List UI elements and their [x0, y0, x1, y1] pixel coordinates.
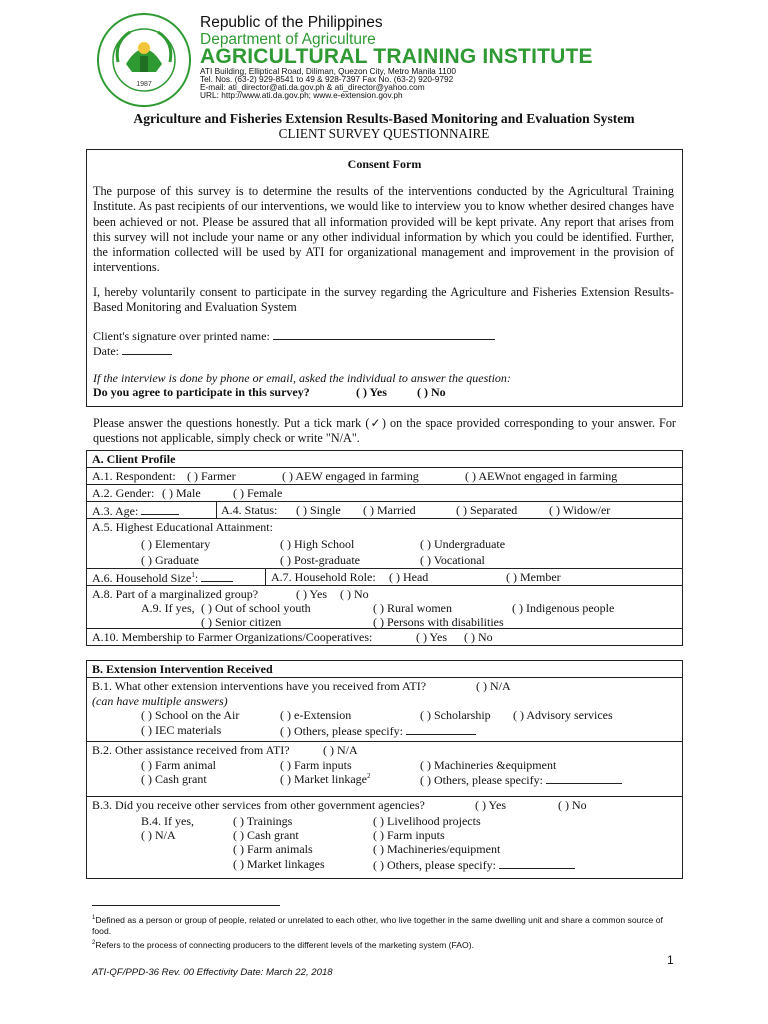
- form-code: ATI-QF/PPD-36 Rev. 00 Effectivity Date: March 22, 2018: [92, 967, 333, 978]
- footnote-2-mark: 2: [92, 940, 96, 946]
- consent-paragraph-2: I, hereby voluntarily consent to participate in the survey regarding the Agriculture and Fisheries Extension Results- Based Monitoring and Evaluation System: [93, 285, 674, 315]
- b4-machineries-option[interactable]: ( ) Machineries/equipment: [373, 842, 501, 856]
- b2-na-option[interactable]: ( ) N/A: [323, 743, 358, 757]
- a9-senior-citizen-option[interactable]: ( ) Senior citizen: [201, 615, 282, 629]
- a9-label: A.9. If yes,: [141, 601, 195, 615]
- b1-others-blank[interactable]: [406, 723, 476, 735]
- signature-blank[interactable]: [273, 328, 495, 340]
- b2-farm-animal-option[interactable]: ( ) Farm animal: [141, 758, 216, 772]
- document-title: Agriculture and Fisheries Extension Results-Based Monitoring and Evaluation System: [133, 111, 635, 126]
- a1-farmer-option[interactable]: ( ) Farmer: [187, 469, 236, 483]
- date-line[interactable]: [93, 343, 172, 359]
- footnote-1-mark: 1: [92, 915, 96, 921]
- header-url: URL: http://www.ati.da.gov.ph; www.e-extension.gov.ph: [200, 90, 403, 100]
- date-blank[interactable]: [122, 343, 172, 355]
- a7-label: A.7. Household Role:: [271, 570, 376, 584]
- a6-household-size[interactable]: A.6. Household Size$^1$:: [92, 570, 233, 586]
- a3-label: A.3. Age:: [92, 504, 139, 518]
- b4-trainings-option[interactable]: ( ) Trainings: [233, 814, 293, 828]
- b2-farm-inputs-option[interactable]: ( ) Farm inputs: [280, 758, 352, 772]
- b2-machineries-option[interactable]: ( ) Machineries &equipment: [420, 758, 557, 772]
- signature-label: Client's signature over printed name:: [93, 329, 270, 343]
- b1-e-extension-option[interactable]: ( ) e-Extension: [280, 708, 352, 722]
- a8-label: A.8. Part of a marginalized group?: [92, 587, 259, 601]
- agree-yes-option[interactable]: ( ) Yes: [356, 385, 387, 399]
- a1-aew-farming-option[interactable]: ( ) AEW engaged in farming: [282, 469, 419, 483]
- b4-cash-grant-option[interactable]: ( ) Cash grant: [233, 828, 299, 842]
- signature-line[interactable]: [93, 328, 495, 344]
- consent-heading: Consent Form: [347, 157, 422, 171]
- consent-paragraph-1: The purpose of this survey is to determine the results of the interventions conducted by the Agricultural Training Institute. As past recipients of our interventions, we would like to interview you to know whether desired changes have been achieved or not. Please be assured that all information provided will be kept private. Any report that arises from this survey will not include your name or any other individual information by which you could be identified. Further, the information collected will be used by ATI for organizational management and improvement in the provision of interventions.: [93, 184, 674, 275]
- date-label: Date:: [93, 344, 119, 358]
- a1-label: A.1. Respondent:: [92, 469, 176, 483]
- page-number: 1: [667, 953, 674, 967]
- a4-separated-option[interactable]: ( ) Separated: [456, 503, 518, 517]
- a9-out-of-school-option[interactable]: ( ) Out of school youth: [201, 601, 311, 615]
- section-b-title: B. Extension Intervention Received: [92, 662, 273, 676]
- b4-farm-animals-option[interactable]: ( ) Farm animals: [233, 842, 313, 856]
- a5-elementary-option[interactable]: ( ) Elementary: [141, 537, 211, 551]
- a2-male-option[interactable]: ( ) Male: [162, 486, 201, 500]
- footnote-1: [92, 913, 672, 937]
- a4-label: A.4. Status:: [221, 503, 278, 517]
- document-subtitle: CLIENT SURVEY QUESTIONNAIRE: [278, 126, 490, 141]
- a5-undergraduate-option[interactable]: ( ) Undergraduate: [420, 537, 506, 551]
- phone-note: If the interview is done by phone or email, asked the individual to answer the question:: [93, 371, 511, 385]
- header-tel: Tel. Nos. (63-2) 929-8541 to 49 & 928-7397 Fax No. (63-2) 920-9792: [200, 74, 454, 84]
- section-a-title: A. Client Profile: [92, 452, 176, 466]
- b1-advisory-option[interactable]: ( ) Advisory services: [513, 708, 613, 722]
- b4-na-option[interactable]: ( ) N/A: [141, 828, 176, 842]
- b4-label: B.4. If yes,: [141, 814, 194, 828]
- b1-school-on-air-option[interactable]: ( ) School on the Air: [141, 708, 240, 722]
- header-department: Department of Agriculture: [200, 31, 376, 48]
- a7-head-option[interactable]: ( ) Head: [389, 570, 429, 584]
- a6-label: A.6. Household Size: [92, 571, 192, 585]
- footnote-separator: [92, 905, 280, 906]
- a10-label: A.10. Membership to Farmer Organizations/Cooperatives:: [92, 630, 373, 644]
- b1-others-line[interactable]: [280, 723, 476, 739]
- header-email: E-mail: ati_director@ati.da.gov.ph & ati_director@yahoo.com: [200, 82, 425, 92]
- b2-label: B.2. Other assistance received from ATI?: [92, 743, 290, 757]
- svg-text:1987: 1987: [136, 81, 152, 88]
- instructions: Please answer the questions honestly. Put a tick mark (✓) on the space provided corresponding to your answer. For questions not applicable, simply check or write "N/A".: [93, 416, 676, 446]
- a9-indigenous-option[interactable]: ( ) Indigenous people: [512, 601, 615, 615]
- header-republic: Republic of the Philippines: [200, 14, 383, 31]
- footnote-2-text: Refers to the process of connecting producers to the different levels of the marketing system (FAO).: [95, 939, 474, 950]
- a3-age-line[interactable]: [92, 503, 179, 519]
- b1-na-option[interactable]: ( ) N/A: [476, 679, 511, 693]
- b2-cash-grant-option[interactable]: ( ) Cash grant: [141, 772, 207, 786]
- b4-farm-inputs-option[interactable]: ( ) Farm inputs: [373, 828, 445, 842]
- b4-market-linkages-option[interactable]: ( ) Market linkages: [233, 857, 325, 871]
- a9-rural-women-option[interactable]: ( ) Rural women: [373, 601, 452, 615]
- b1-scholarship-option[interactable]: ( ) Scholarship: [420, 708, 491, 722]
- b3-no-option[interactable]: ( ) No: [558, 798, 587, 812]
- b3-yes-option[interactable]: ( ) Yes: [475, 798, 507, 812]
- b2-others-option[interactable]: ( ) Others, please specify:: [420, 773, 543, 787]
- footnote-1-text: Defined as a person or group of people, related or unrelated to each other, who live together in the same dwelling unit and share a common source of food.: [92, 914, 663, 936]
- header-institute: AGRICULTURAL TRAINING INSTITUTE: [200, 45, 593, 68]
- b1-others-option[interactable]: ( ) Others, please specify:: [280, 724, 403, 738]
- a10-no-option[interactable]: ( ) No: [464, 630, 493, 644]
- a8-yes-option[interactable]: ( ) Yes: [296, 587, 328, 601]
- b1-note: (can have multiple answers): [92, 694, 228, 708]
- a1-aew-not-farming-option[interactable]: ( ) AEWnot engaged in farming: [465, 469, 618, 483]
- a5-graduate-option[interactable]: ( ) Graduate: [141, 553, 199, 567]
- a5-vocational-option[interactable]: ( ) Vocational: [420, 553, 485, 567]
- b4-livelihood-option[interactable]: ( ) Livelihood projects: [373, 814, 481, 828]
- a2-label: A.2. Gender:: [92, 486, 155, 500]
- ati-seal-logo: [96, 12, 192, 108]
- a4-widow-option[interactable]: ( ) Widow/er: [549, 503, 611, 517]
- a2-female-option[interactable]: ( ) Female: [233, 486, 283, 500]
- a6-footnote-mark: 1: [191, 571, 195, 579]
- b4-others-line[interactable]: [373, 857, 575, 873]
- a4-single-option[interactable]: ( ) Single: [296, 503, 341, 517]
- a7-member-option[interactable]: ( ) Member: [506, 570, 561, 584]
- b2-others-line[interactable]: [420, 772, 622, 788]
- b2-market-linkage-option[interactable]: ( ) Market linkage: [280, 772, 367, 786]
- a9-pwd-option[interactable]: ( ) Persons with disabilities: [373, 615, 504, 629]
- b2-market-linkage-line[interactable]: [280, 772, 370, 787]
- a4-married-option[interactable]: ( ) Married: [363, 503, 416, 517]
- a5-label: A.5. Highest Educational Attainment:: [92, 520, 273, 534]
- agree-question: Do you agree to participate in this survey?: [93, 385, 310, 399]
- agree-no-option[interactable]: ( ) No: [417, 385, 446, 399]
- a5-highschool-option[interactable]: ( ) High School: [280, 537, 355, 551]
- b1-iec-option[interactable]: ( ) IEC materials: [141, 723, 222, 737]
- b2-footnote-mark: 2: [366, 772, 371, 780]
- a3-age-blank[interactable]: [141, 503, 179, 515]
- a8-no-option[interactable]: ( ) No: [340, 587, 369, 601]
- a10-yes-option[interactable]: ( ) Yes: [416, 630, 448, 644]
- b4-others-option[interactable]: ( ) Others, please specify:: [373, 858, 496, 872]
- b2-others-blank[interactable]: [546, 772, 622, 784]
- a5-postgraduate-option[interactable]: ( ) Post-graduate: [280, 553, 360, 567]
- b4-others-blank[interactable]: [499, 857, 575, 869]
- b3-label: B.3. Did you receive other services from other government agencies?: [92, 798, 425, 812]
- b1-label: B.1. What other extension interventions have you received from ATI?: [92, 679, 427, 693]
- header-address: ATI Building, Elliptical Road, Diliman, Quezon City, Metro Manila 1100: [200, 66, 456, 76]
- a6-blank[interactable]: [201, 570, 233, 582]
- footnote-2: [92, 938, 672, 951]
